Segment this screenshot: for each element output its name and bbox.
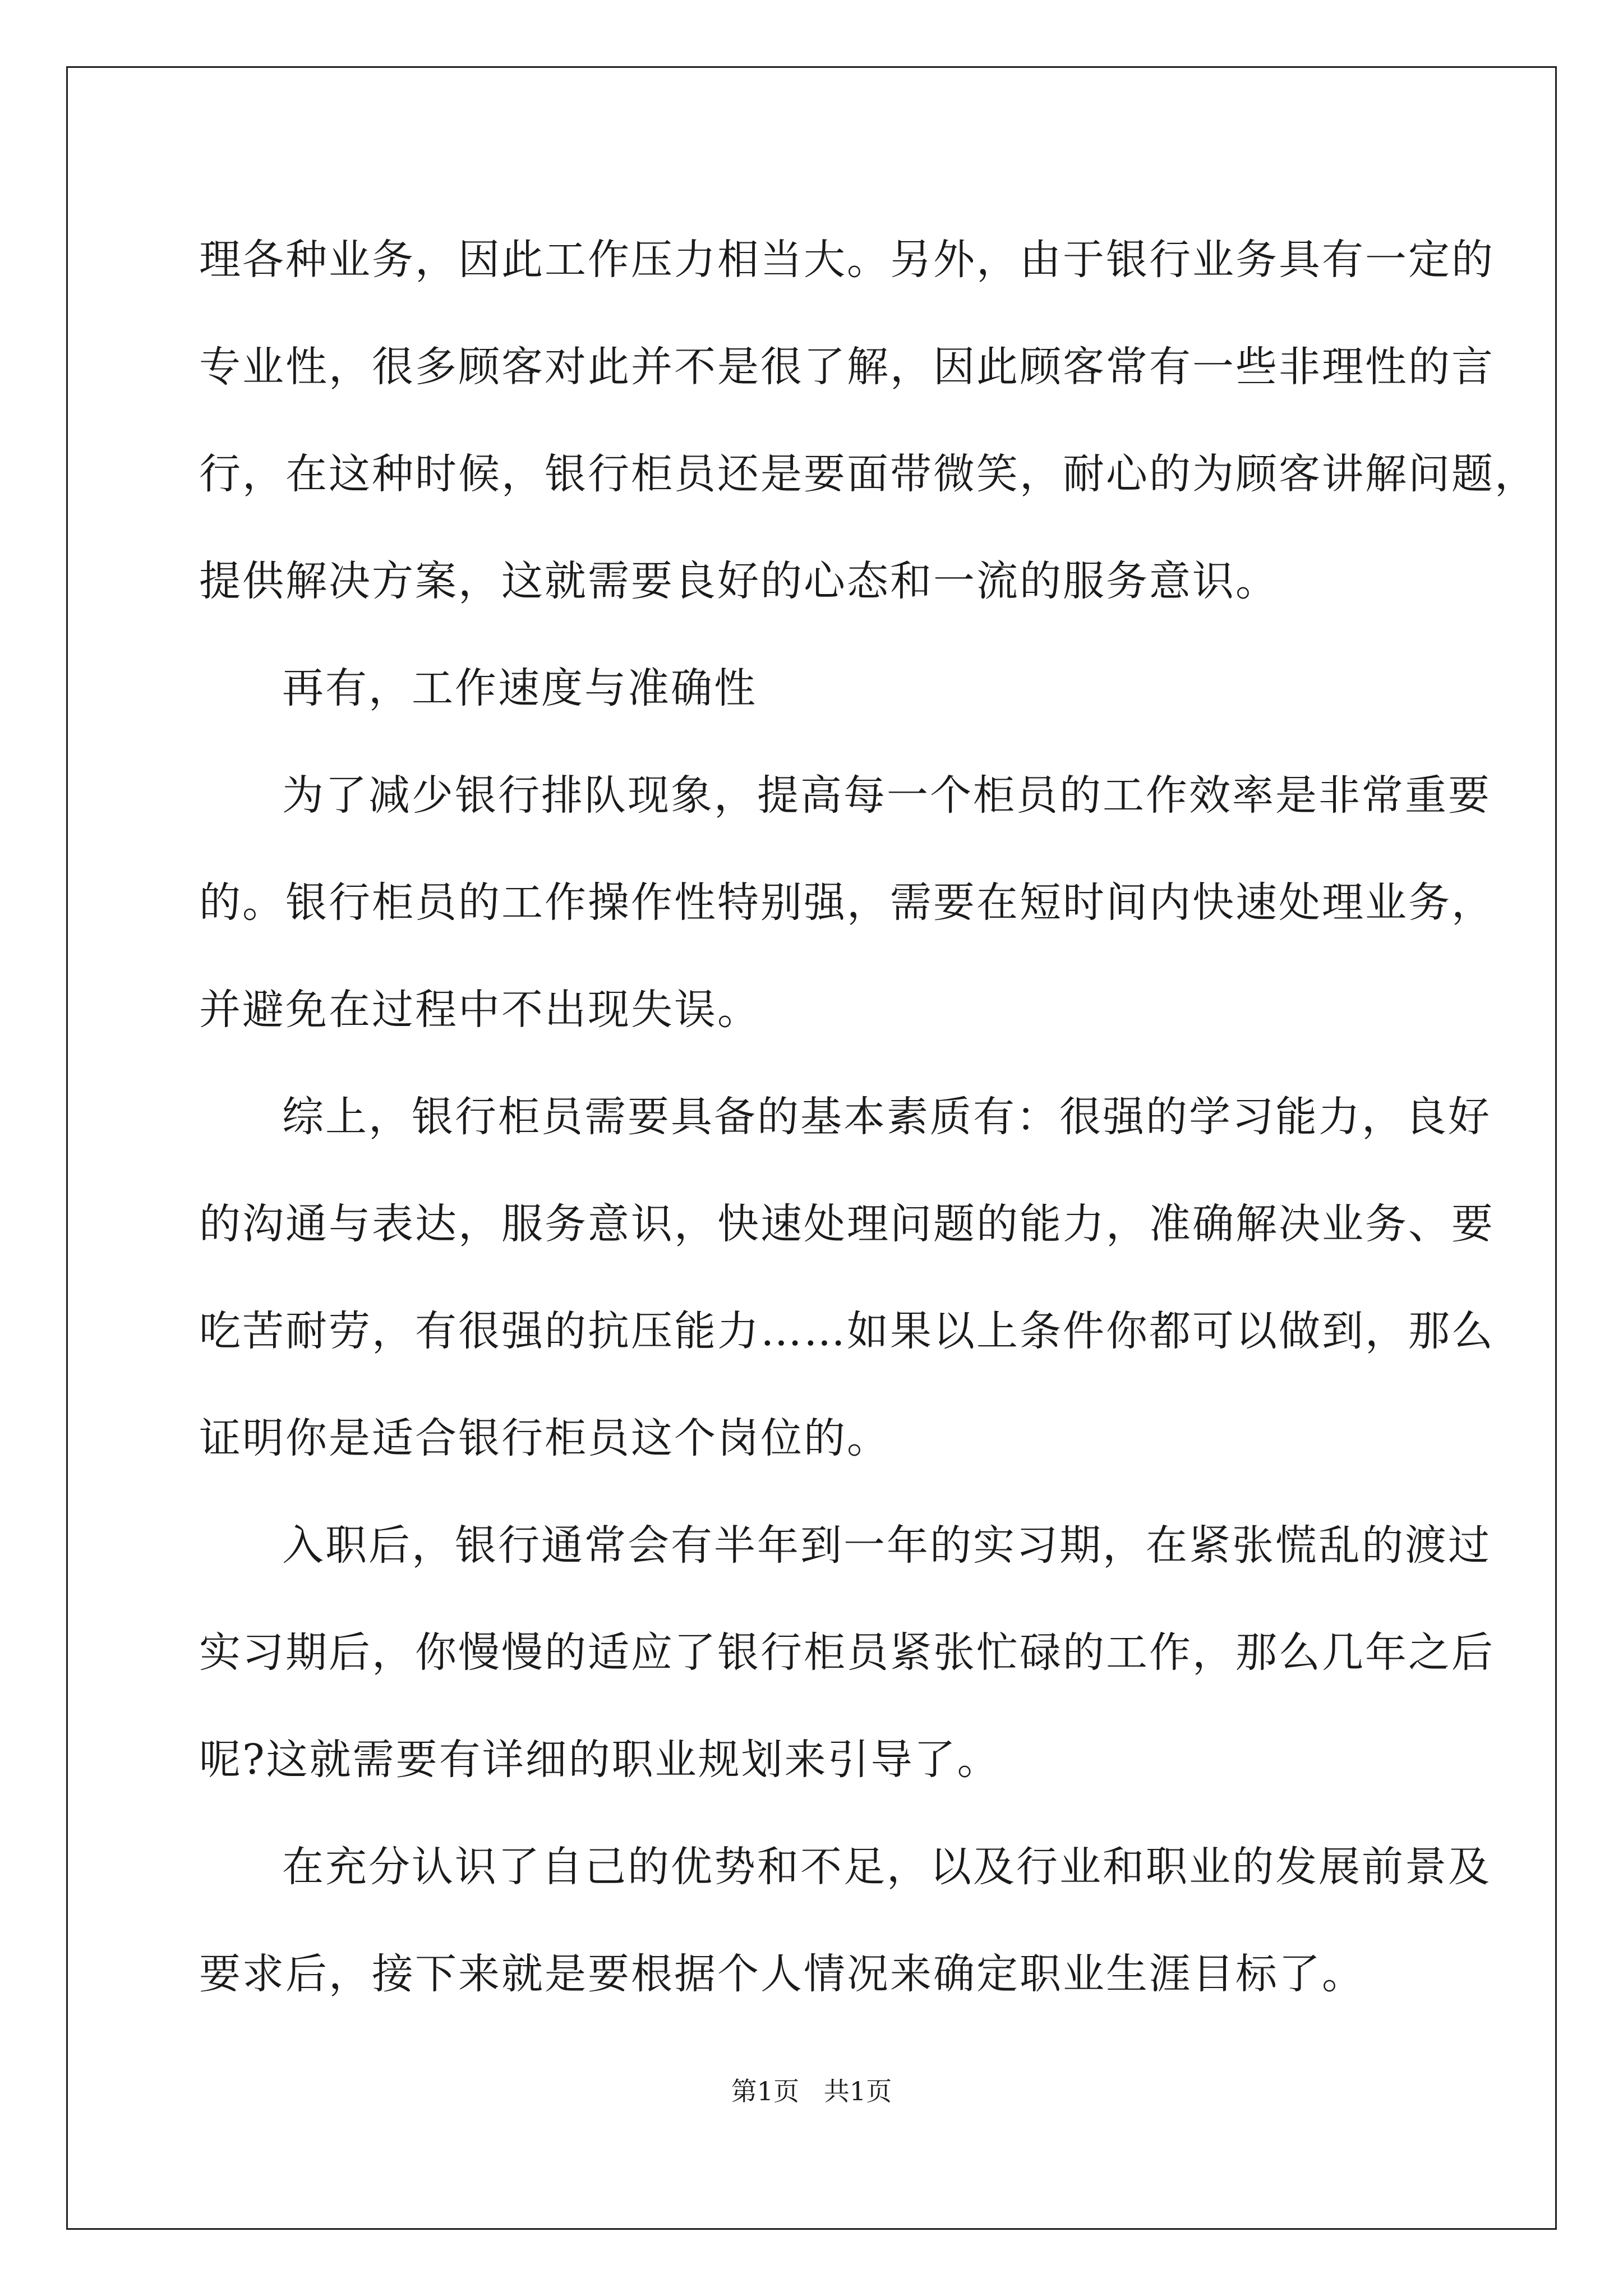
document-body	[199, 206, 1538, 2028]
text-line: 的沟通与表达，服务意识，快速处理问题的能力，准确解决业务、要	[199, 1200, 1495, 1248]
text-line: 在充分认识了自己的优势和不足，以及行业和职业的发展前景及	[282, 1843, 1491, 1891]
text-line: 实习期后，你慢慢的适应了银行柜员紧张忙碌的工作，那么几年之后	[199, 1628, 1495, 1677]
text-line: 专业性，很多顾客对此并不是很了解，因此顾客常有一些非理性的言	[199, 343, 1495, 391]
text-line: 呢?这就需要有详细的职业规划来引导了。	[199, 1736, 1000, 1784]
text-line: 并避免在过程中不出现失误。	[199, 986, 760, 1034]
text-line: 理各种业务，因此工作压力相当大。另外，由于银行业务具有一定的	[199, 236, 1495, 284]
text-line: 入职后，银行通常会有半年到一年的实习期，在紧张慌乱的渡过	[282, 1521, 1491, 1570]
text-line: 要求后，接下来就是要根据个人情况来确定职业生涯目标了。	[199, 1950, 1365, 1998]
text-line: 为了减少银行排队现象，提高每一个柜员的工作效率是非常重要	[282, 771, 1491, 820]
text-line: 行，在这种时候，银行柜员还是要面带微笑，耐心的为顾客讲解问题，	[199, 450, 1538, 498]
text-line: 的。银行柜员的工作操作性特别强，需要在短时间内快速处理业务，	[199, 878, 1495, 927]
text-line: 证明你是适合银行柜员这个岗位的。	[199, 1414, 890, 1462]
text-line: 吃苦耐劳，有很强的抗压能力……如果以上条件你都可以做到，那么	[199, 1307, 1495, 1355]
text-line: 综上，银行柜员需要具备的基本素质有：很强的学习能力，良好	[282, 1093, 1491, 1141]
text-line: 提供解决方案，这就需要良好的心态和一流的服务意识。	[199, 557, 1279, 605]
section-heading: 再有，工作速度与准确性	[282, 664, 757, 712]
page-footer: 第1页 共1页	[731, 2076, 892, 2106]
